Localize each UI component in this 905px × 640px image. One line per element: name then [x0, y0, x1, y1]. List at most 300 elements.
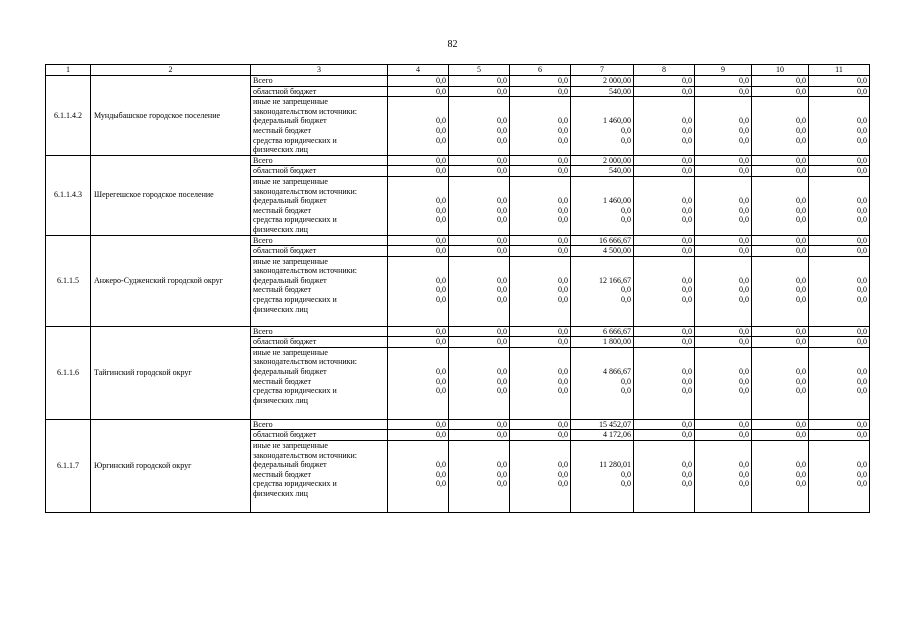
column-header: 8 [634, 65, 695, 76]
regional-value: 540,00 [571, 166, 634, 177]
regional-value: 0,0 [388, 430, 449, 441]
local-value: 0,0 [621, 285, 631, 295]
federal-value: 0,0 [739, 275, 749, 285]
federal-value: 0,0 [558, 196, 568, 206]
entry-name: Юргинский городской округ [91, 419, 251, 512]
local-value: 0,0 [497, 469, 507, 479]
table-body [46, 76, 870, 513]
label-line: физических лиц [253, 145, 308, 155]
entry-code: 6.1.1.4.3 [46, 155, 91, 235]
entry-code: 6.1.1.4.2 [46, 76, 91, 156]
spacer [512, 177, 568, 196]
federal-value: 0,0 [558, 116, 568, 126]
total-value: 0,0 [388, 155, 449, 166]
total-value: 0,0 [695, 235, 752, 246]
regional-label: областной бюджет [251, 166, 388, 177]
persons-value: 0,0 [621, 479, 631, 489]
label-line: иные не запрещенные [253, 441, 328, 451]
persons-value: 0,0 [621, 135, 631, 145]
regional-label: областной бюджет [251, 86, 388, 97]
persons-value: 0,0 [857, 386, 867, 396]
local-value: 0,0 [739, 285, 749, 295]
regional-value: 0,0 [752, 166, 809, 177]
total-value: 0,0 [809, 155, 870, 166]
persons-value: 0,0 [857, 135, 867, 145]
other-sources-label [251, 176, 388, 235]
regional-value: 0,0 [388, 166, 449, 177]
total-value: 0,0 [809, 235, 870, 246]
entry-name: Анжеро-Судженский городской округ [91, 235, 251, 326]
spacer [512, 348, 568, 367]
persons-value: 0,0 [739, 479, 749, 489]
page-number: 82 [447, 39, 458, 50]
regional-label: областной бюджет [251, 430, 388, 441]
total-value: 0,0 [809, 326, 870, 337]
regional-label: областной бюджет [251, 246, 388, 257]
federal-value: 0,0 [682, 460, 692, 470]
spacer [754, 441, 806, 460]
federal-value: 0,0 [857, 196, 867, 206]
other-sources-values [695, 347, 752, 419]
local-value: 0,0 [497, 125, 507, 135]
persons-value: 0,0 [796, 386, 806, 396]
local-value: 0,0 [558, 205, 568, 215]
total-value: 0,0 [388, 76, 449, 87]
spacer [573, 97, 631, 116]
other-sources-values [752, 97, 809, 156]
local-value: 0,0 [558, 285, 568, 295]
persons-value: 0,0 [857, 479, 867, 489]
regional-value: 0,0 [695, 430, 752, 441]
total-value: 15 452,07 [571, 419, 634, 430]
total-value: 0,0 [634, 76, 695, 87]
regional-value: 0,0 [634, 430, 695, 441]
persons-value: 0,0 [497, 215, 507, 225]
total-value: 0,0 [695, 155, 752, 166]
persons-value: 0,0 [857, 295, 867, 305]
label-line: законодательством источники: [253, 450, 358, 460]
other-sources-values [634, 256, 695, 326]
federal-value: 0,0 [739, 460, 749, 470]
other-sources-values [571, 347, 634, 419]
spacer [811, 257, 867, 276]
persons-value: 0,0 [739, 386, 749, 396]
federal-value: 0,0 [436, 116, 446, 126]
other-sources-label [251, 256, 388, 326]
regional-value: 0,0 [695, 166, 752, 177]
spacer [697, 177, 749, 196]
other-sources-values [752, 347, 809, 419]
persons-value: 0,0 [682, 479, 692, 489]
header-row [46, 65, 870, 76]
other-sources-values [510, 97, 571, 156]
total-value: 0,0 [449, 76, 510, 87]
persons-value: 0,0 [621, 386, 631, 396]
total-value: 0,0 [388, 235, 449, 246]
federal-value: 0,0 [739, 196, 749, 206]
spacer [451, 348, 507, 367]
federal-value: 1 460,00 [603, 116, 631, 126]
federal-value: 0,0 [857, 367, 867, 377]
regional-value: 0,0 [449, 166, 510, 177]
total-value: 0,0 [510, 76, 571, 87]
label-line: федеральный бюджет [253, 196, 327, 206]
label-line: законодательством источники: [253, 357, 358, 367]
total-label: Всего [251, 326, 388, 337]
other-sources-values [695, 176, 752, 235]
regional-value: 0,0 [510, 166, 571, 177]
spacer [573, 348, 631, 367]
other-sources-values [388, 347, 449, 419]
regional-value: 4 172,06 [571, 430, 634, 441]
column-header: 10 [752, 65, 809, 76]
total-value: 0,0 [510, 235, 571, 246]
label-line: местный бюджет [253, 469, 311, 479]
other-sources-values [571, 441, 634, 513]
label-line: иные не запрещенные [253, 347, 328, 357]
total-value: 0,0 [695, 419, 752, 430]
regional-value: 0,0 [510, 430, 571, 441]
spacer [636, 177, 692, 196]
spacer [451, 177, 507, 196]
persons-value: 0,0 [558, 479, 568, 489]
other-sources-values [449, 256, 510, 326]
regional-value: 0,0 [809, 166, 870, 177]
regional-value: 0,0 [809, 86, 870, 97]
federal-value: 0,0 [682, 196, 692, 206]
spacer [811, 177, 867, 196]
spacer [636, 97, 692, 116]
column-header: 2 [91, 65, 251, 76]
other-sources-values [449, 97, 510, 156]
federal-value: 0,0 [796, 460, 806, 470]
total-row [46, 235, 870, 246]
entry-code: 6.1.1.6 [46, 326, 91, 419]
persons-value: 0,0 [436, 215, 446, 225]
spacer [697, 348, 749, 367]
total-value: 0,0 [449, 235, 510, 246]
spacer [451, 441, 507, 460]
label-line: средства юридических и [253, 215, 337, 225]
label-line: федеральный бюджет [253, 367, 327, 377]
other-sources-values [388, 176, 449, 235]
other-sources-values [695, 97, 752, 156]
local-value: 0,0 [436, 469, 446, 479]
total-value: 0,0 [695, 326, 752, 337]
other-sources-values [510, 256, 571, 326]
total-value: 0,0 [388, 419, 449, 430]
regional-value: 0,0 [510, 246, 571, 257]
regional-label: областной бюджет [251, 337, 388, 348]
regional-value: 0,0 [449, 430, 510, 441]
spacer [636, 441, 692, 460]
other-sources-values [752, 176, 809, 235]
entry-name: Шерегешское городское поселение [91, 155, 251, 235]
persons-value: 0,0 [682, 295, 692, 305]
persons-value: 0,0 [796, 215, 806, 225]
spacer [636, 257, 692, 276]
other-sources-values [634, 97, 695, 156]
entry-name: Мундыбашское городское поселение [91, 76, 251, 156]
persons-value: 0,0 [558, 295, 568, 305]
local-value: 0,0 [857, 469, 867, 479]
total-label: Всего [251, 155, 388, 166]
persons-value: 0,0 [796, 479, 806, 489]
total-value: 6 666,67 [571, 326, 634, 337]
spacer [573, 177, 631, 196]
regional-value: 0,0 [752, 246, 809, 257]
persons-value: 0,0 [739, 295, 749, 305]
federal-value: 0,0 [682, 367, 692, 377]
persons-value: 0,0 [796, 135, 806, 145]
column-header: 4 [388, 65, 449, 76]
total-value: 0,0 [510, 155, 571, 166]
local-value: 0,0 [857, 125, 867, 135]
persons-value: 0,0 [739, 215, 749, 225]
local-value: 0,0 [621, 376, 631, 386]
local-value: 0,0 [857, 205, 867, 215]
local-value: 0,0 [558, 469, 568, 479]
spacer [390, 257, 446, 276]
regional-value: 0,0 [695, 337, 752, 348]
other-sources-values [388, 256, 449, 326]
regional-value: 0,0 [752, 86, 809, 97]
local-value: 0,0 [497, 205, 507, 215]
federal-value: 0,0 [558, 460, 568, 470]
label-line: местный бюджет [253, 125, 311, 135]
local-value: 0,0 [796, 285, 806, 295]
local-value: 0,0 [796, 469, 806, 479]
regional-value: 0,0 [388, 337, 449, 348]
spacer [754, 177, 806, 196]
federal-value: 0,0 [739, 367, 749, 377]
other-sources-values [388, 97, 449, 156]
regional-value: 0,0 [388, 246, 449, 257]
persons-value: 0,0 [621, 295, 631, 305]
total-value: 0,0 [634, 235, 695, 246]
local-value: 0,0 [621, 469, 631, 479]
federal-value: 0,0 [796, 367, 806, 377]
other-sources-values [449, 176, 510, 235]
label-line: иные не запрещенные [253, 176, 328, 186]
federal-value: 0,0 [796, 196, 806, 206]
federal-value: 11 280,01 [599, 460, 631, 470]
label-line: физических лиц [253, 489, 308, 499]
total-value: 0,0 [752, 419, 809, 430]
spacer [697, 257, 749, 276]
regional-value: 0,0 [752, 430, 809, 441]
federal-value: 0,0 [497, 116, 507, 126]
federal-value: 0,0 [497, 367, 507, 377]
total-value: 2 000,00 [571, 76, 634, 87]
federal-value: 0,0 [436, 196, 446, 206]
spacer [573, 441, 631, 460]
label-line: федеральный бюджет [253, 275, 327, 285]
persons-value: 0,0 [857, 215, 867, 225]
label-line: средства юридических и [253, 386, 337, 396]
other-sources-values [809, 347, 870, 419]
regional-value: 0,0 [752, 337, 809, 348]
regional-value: 0,0 [634, 246, 695, 257]
other-sources-values [510, 347, 571, 419]
spacer [390, 348, 446, 367]
regional-value: 540,00 [571, 86, 634, 97]
federal-value: 12 166,67 [599, 275, 631, 285]
budget-table [45, 64, 870, 513]
local-value: 0,0 [621, 125, 631, 135]
total-value: 0,0 [634, 419, 695, 430]
persons-value: 0,0 [682, 215, 692, 225]
total-value: 0,0 [449, 419, 510, 430]
regional-value: 0,0 [510, 337, 571, 348]
persons-value: 0,0 [497, 386, 507, 396]
local-value: 0,0 [682, 125, 692, 135]
local-value: 0,0 [436, 125, 446, 135]
total-value: 0,0 [695, 76, 752, 87]
local-value: 0,0 [436, 285, 446, 295]
local-value: 0,0 [682, 285, 692, 295]
column-header: 3 [251, 65, 388, 76]
local-value: 0,0 [558, 125, 568, 135]
federal-value: 0,0 [796, 116, 806, 126]
other-sources-values [634, 441, 695, 513]
regional-value: 0,0 [634, 337, 695, 348]
entry-code: 6.1.1.7 [46, 419, 91, 512]
column-header: 7 [571, 65, 634, 76]
persons-value: 0,0 [497, 135, 507, 145]
label-line: законодательством источники: [253, 106, 358, 116]
persons-value: 0,0 [682, 135, 692, 145]
total-value: 0,0 [752, 155, 809, 166]
local-value: 0,0 [796, 205, 806, 215]
other-sources-values [809, 256, 870, 326]
label-line: физических лиц [253, 304, 308, 314]
spacer [697, 441, 749, 460]
other-sources-label [251, 347, 388, 419]
persons-value: 0,0 [558, 386, 568, 396]
persons-value: 0,0 [436, 135, 446, 145]
local-value: 0,0 [739, 469, 749, 479]
total-value: 0,0 [809, 76, 870, 87]
regional-value: 4 500,00 [571, 246, 634, 257]
persons-value: 0,0 [436, 295, 446, 305]
federal-value: 0,0 [857, 460, 867, 470]
total-value: 16 666,67 [571, 235, 634, 246]
total-value: 0,0 [449, 155, 510, 166]
total-value: 0,0 [752, 326, 809, 337]
other-sources-values [388, 441, 449, 513]
other-sources-values [695, 256, 752, 326]
local-value: 0,0 [739, 205, 749, 215]
spacer [390, 177, 446, 196]
federal-value: 0,0 [558, 275, 568, 285]
spacer [754, 257, 806, 276]
persons-value: 0,0 [497, 295, 507, 305]
persons-value: 0,0 [682, 386, 692, 396]
other-sources-values [752, 256, 809, 326]
local-value: 0,0 [796, 376, 806, 386]
federal-value: 4 866,67 [603, 367, 631, 377]
other-sources-values [695, 441, 752, 513]
regional-value: 0,0 [695, 86, 752, 97]
total-row [46, 76, 870, 87]
column-header: 11 [809, 65, 870, 76]
entry-name: Тайгинский городской округ [91, 326, 251, 419]
local-value: 0,0 [857, 376, 867, 386]
total-value: 0,0 [634, 326, 695, 337]
local-value: 0,0 [739, 125, 749, 135]
label-line: местный бюджет [253, 376, 311, 386]
federal-value: 0,0 [436, 460, 446, 470]
column-header: 9 [695, 65, 752, 76]
other-sources-values [634, 176, 695, 235]
total-value: 0,0 [752, 76, 809, 87]
label-line: иные не запрещенные [253, 256, 328, 266]
local-value: 0,0 [558, 376, 568, 386]
regional-value: 0,0 [449, 86, 510, 97]
total-value: 0,0 [634, 155, 695, 166]
spacer [754, 97, 806, 116]
total-value: 0,0 [388, 326, 449, 337]
total-label: Всего [251, 419, 388, 430]
spacer [636, 348, 692, 367]
regional-value: 0,0 [809, 430, 870, 441]
federal-value: 0,0 [497, 196, 507, 206]
regional-value: 0,0 [809, 337, 870, 348]
regional-value: 1 800,00 [571, 337, 634, 348]
local-value: 0,0 [796, 125, 806, 135]
federal-value: 0,0 [497, 460, 507, 470]
local-value: 0,0 [682, 205, 692, 215]
spacer [390, 441, 446, 460]
spacer [451, 257, 507, 276]
federal-value: 0,0 [436, 367, 446, 377]
federal-value: 0,0 [558, 367, 568, 377]
total-value: 2 000,00 [571, 155, 634, 166]
spacer [512, 441, 568, 460]
local-value: 0,0 [436, 205, 446, 215]
federal-value: 0,0 [739, 116, 749, 126]
other-sources-label [251, 97, 388, 156]
label-line: законодательством источники: [253, 266, 358, 276]
label-line: законодательством источники: [253, 186, 358, 196]
regional-value: 0,0 [388, 86, 449, 97]
label-line: физических лиц [253, 395, 308, 405]
spacer [697, 97, 749, 116]
regional-value: 0,0 [634, 166, 695, 177]
entry-code: 6.1.1.5 [46, 235, 91, 326]
other-sources-values [449, 347, 510, 419]
local-value: 0,0 [682, 469, 692, 479]
other-sources-label [251, 441, 388, 513]
total-value: 0,0 [449, 326, 510, 337]
total-row [46, 419, 870, 430]
spacer [390, 97, 446, 116]
total-row [46, 326, 870, 337]
label-line: средства юридических и [253, 135, 337, 145]
total-label: Всего [251, 76, 388, 87]
total-value: 0,0 [809, 419, 870, 430]
column-header: 1 [46, 65, 91, 76]
spacer [573, 257, 631, 276]
spacer [811, 441, 867, 460]
persons-value: 0,0 [558, 135, 568, 145]
regional-value: 0,0 [809, 246, 870, 257]
label-line: местный бюджет [253, 205, 311, 215]
regional-value: 0,0 [634, 86, 695, 97]
federal-value: 0,0 [796, 275, 806, 285]
local-value: 0,0 [857, 285, 867, 295]
